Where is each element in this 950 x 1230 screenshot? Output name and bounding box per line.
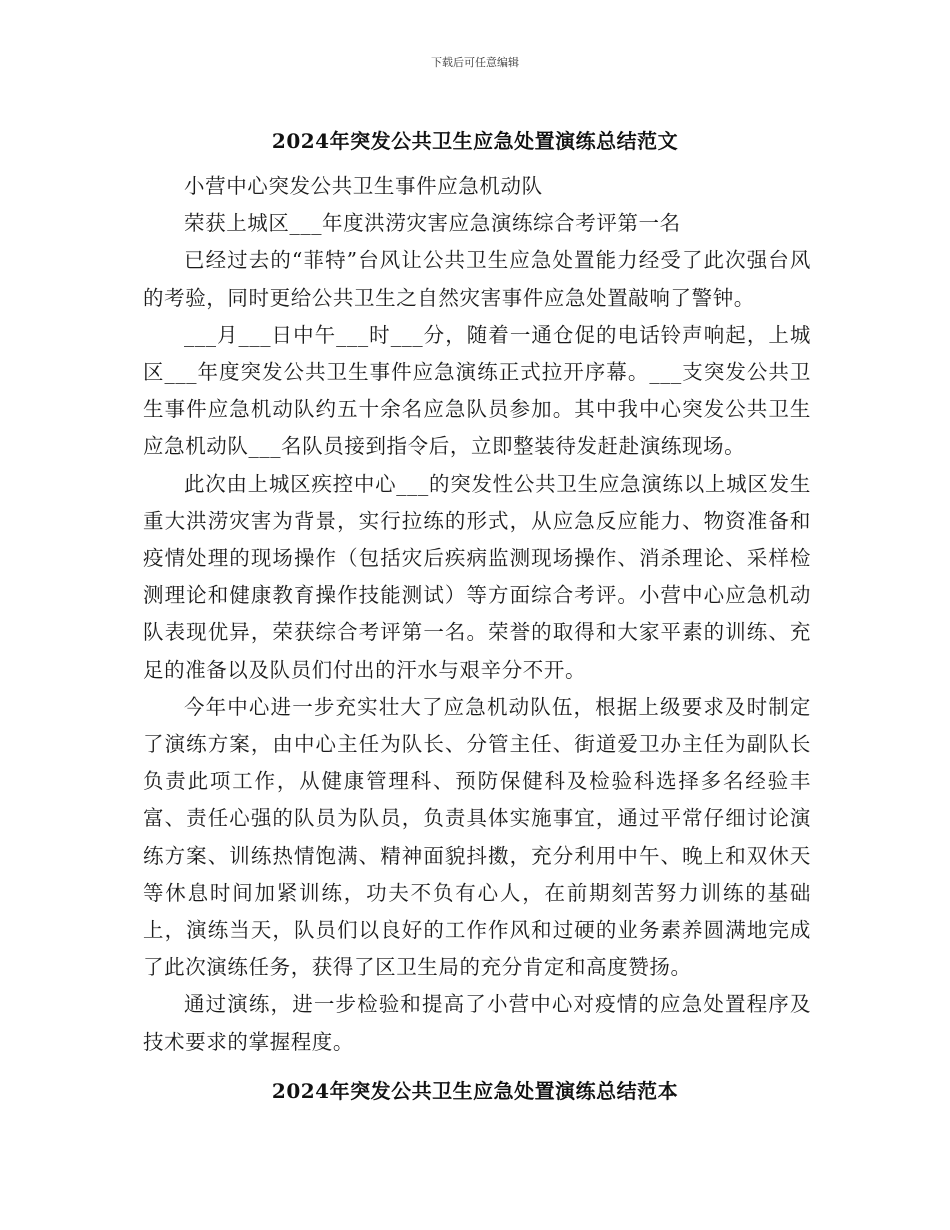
paragraph: 此次由上城区疾控中心___的突发性公共卫生应急演练以上城区发生重大洪涝灾害为背景，实行拉练的形式，从应急反应能力、物资准备和疫情处理的现场操作（包括灾后疾病监测现场操作、消杀理论、采样检测理论和健康教育操作技能测试）等方面综合考评。小营中心应急机动队表现优异，荣获综合考评第一名。荣誉的取得和大家平素的训练、充足的准备以及队员们付出的汗水与艰辛分不开。 — [143, 471, 811, 682]
paragraph: ___月___日中午___时___分，随着一通仓促的电话铃声响起，上城区___年度突发公共卫生事件应急演练正式拉开序幕。___支突发公共卫生事件应急机动队约五十余名应急队员参加。其中我中心突发公共卫生应急机动队___名队员接到指令后，立即整装待发赶赴演练现场。 — [143, 322, 811, 459]
paragraph: 小营中心突发公共卫生事件应急机动队 — [184, 174, 543, 198]
header-note: 下载后可任意编辑 — [431, 56, 519, 69]
paragraph: 荣获上城区___年度洪涝灾害应急演练综合考评第一名 — [184, 211, 681, 236]
document-title: 2024年突发公共卫生应急处置演练总结范文 — [271, 129, 679, 153]
paragraph: 已经过去的“菲特”台风让公共卫生应急处置能力经受了此次强台风的考验，同时更给公共卫生之自然灾害事件应急处置敲响了警钟。 — [143, 248, 811, 310]
paragraph: 今年中心进一步充实壮大了应急机动队伍，根据上级要求及时制定了演练方案，由中心主任为队长、分管主任、街道爱卫办主任为副队长负责此项工作，从健康管理科、预防保健科及检验科选择多名经验丰富、责任心强的队员为队员，负责具体实施事宜，通过平常仔细讨论演练方案、训练热情饱满、精神面貌抖擞，充分利用中午、晚上和双休天等休息时间加紧训练，功夫不负有心人，在前期刻苦努力训练的基础上，演练当天，队员们以良好的工作作风和过硬的业务素养圆满地完成了此次演练任务，获得了区卫生局的充分肯定和高度赞扬。 — [143, 694, 811, 980]
next-section-title: 2024年突发公共卫生应急处置演练总结范本 — [271, 1079, 679, 1103]
paragraph: 通过演练，进一步检验和提高了小营中心对疫情的应急处置程序及技术要求的掌握程度。 — [143, 992, 811, 1054]
document-body — [143, 168, 811, 1061]
